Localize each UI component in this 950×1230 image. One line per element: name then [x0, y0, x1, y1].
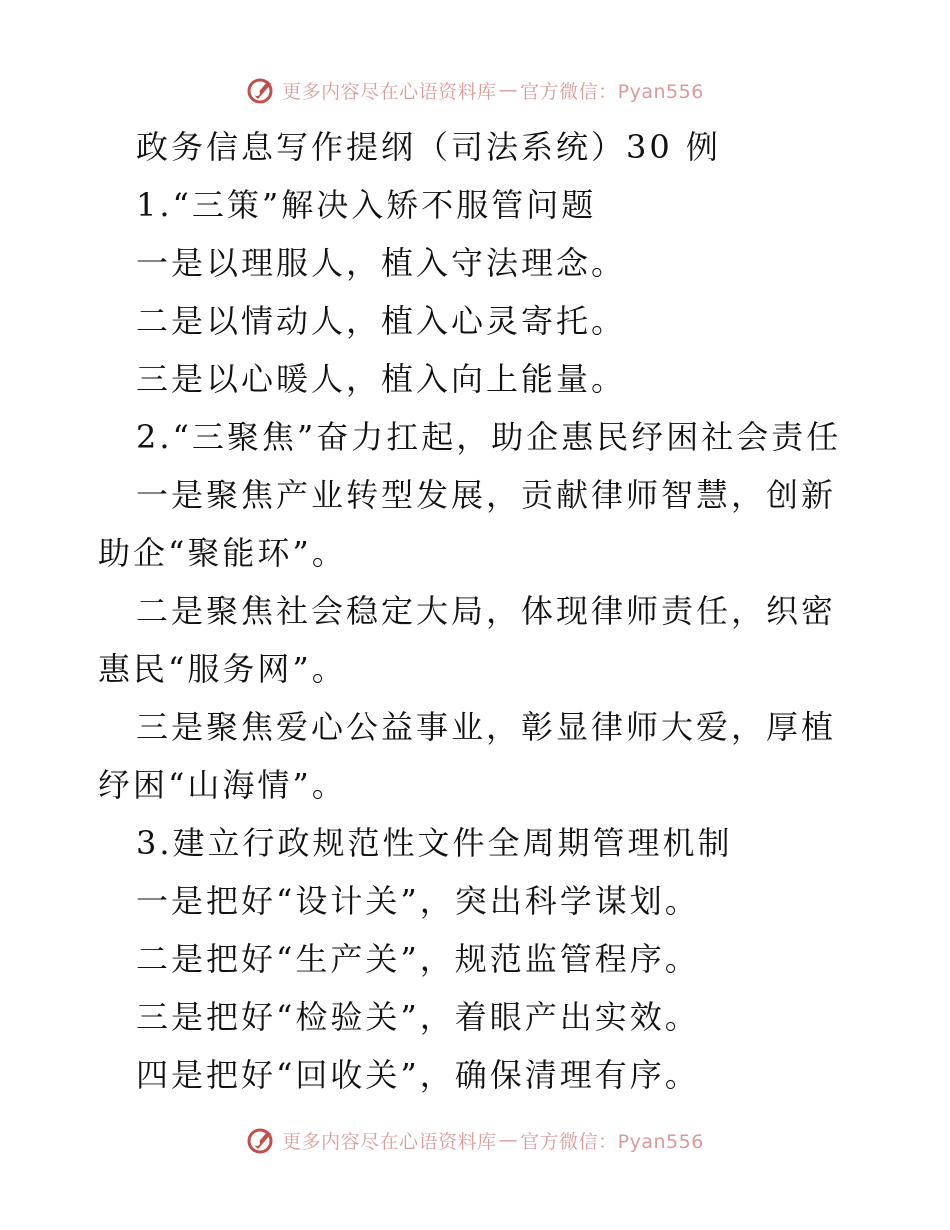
document-line: 四是把好“回收关”，确保清理有序。	[136, 1056, 700, 1094]
document-line: 3.建立行政规范性文件全周期管理机制	[136, 824, 733, 862]
document-line: 三是以心暖人，植入向上能量。	[136, 360, 627, 398]
watermark-text: 更多内容尽在心语资料库	[282, 80, 497, 103]
document-title: 政务信息写作提纲（司法系统）30 例	[136, 128, 721, 166]
pen-logo-icon	[246, 75, 276, 105]
watermark-text: 更多内容尽在心语资料库	[282, 1130, 497, 1153]
document-line: 2.“三聚焦”奋力扛起，助企惠民纾困社会责任	[136, 418, 842, 456]
document-line: 二是把好“生产关”，规范监管程序。	[136, 940, 700, 978]
document-line: 1.“三策”解决入矫不服管问题	[136, 186, 597, 224]
document-line: 一是把好“设计关”，突出科学谋划。	[136, 882, 700, 920]
header-watermark	[0, 70, 950, 110]
document-line: 三是把好“检验关”，着眼产出实效。	[136, 998, 700, 1036]
pen-logo-icon	[246, 1125, 276, 1155]
document-body	[98, 118, 858, 1104]
document-line: 三是聚焦爱心公益事业，彰显律师大爱，厚植纾困“山海情”。	[98, 708, 837, 804]
watermark-contact: 官方微信：Pyan556	[520, 80, 704, 103]
document-line: 二是以情动人，植入心灵寄托。	[136, 302, 627, 340]
watermark-separator: —	[498, 1129, 519, 1151]
watermark-contact: 官方微信：Pyan556	[520, 1130, 704, 1153]
footer-watermark	[0, 1120, 950, 1160]
document-line: 二是聚焦社会稳定大局，体现律师责任，织密惠民“服务网”。	[98, 592, 837, 688]
document-line: 一是以理服人，植入守法理念。	[136, 244, 627, 282]
watermark-separator: —	[498, 79, 519, 101]
document-line: 一是聚焦产业转型发展，贡献律师智慧，创新助企“聚能环”。	[98, 476, 837, 572]
